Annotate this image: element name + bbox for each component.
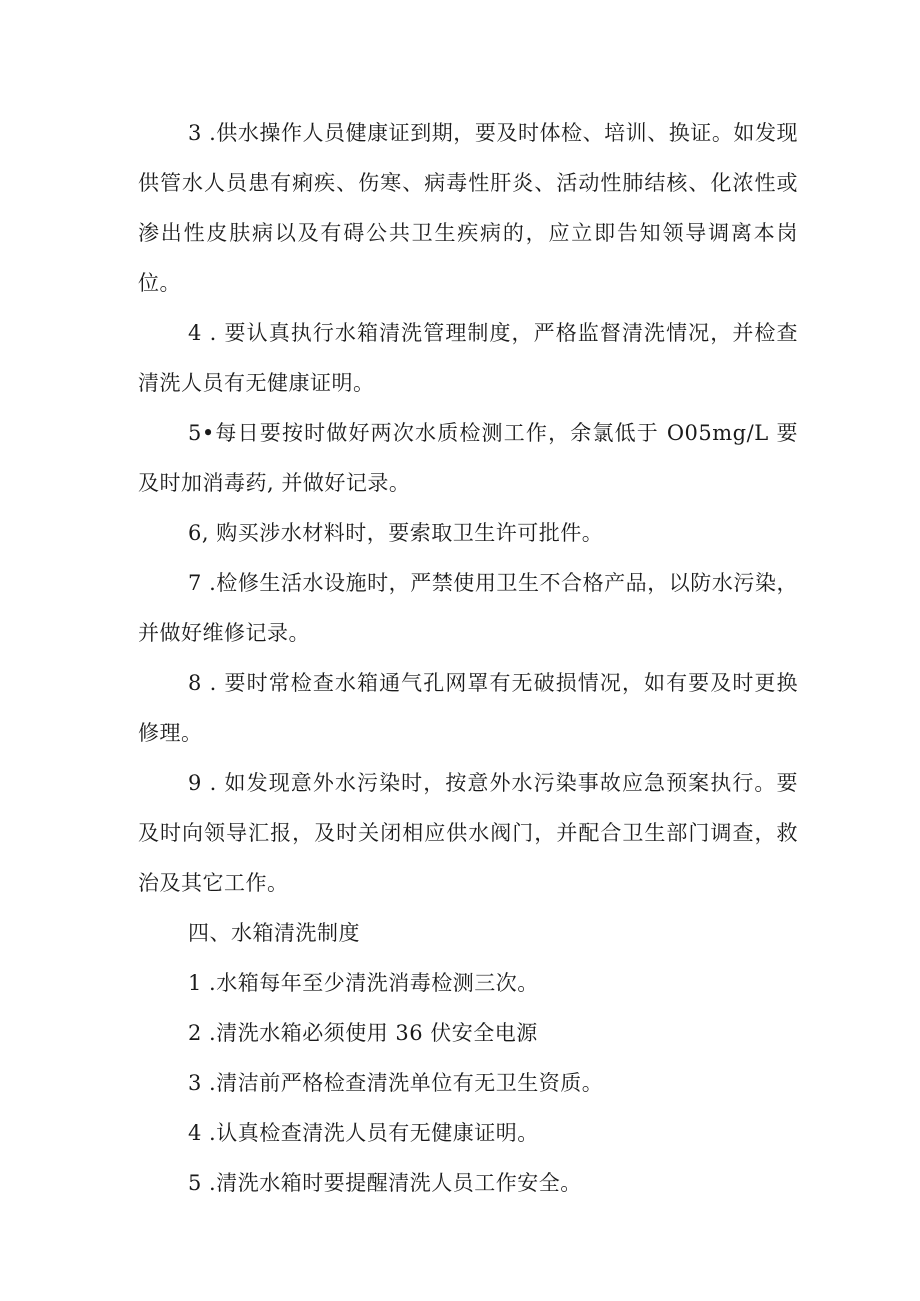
section-item-5: 5 .清洗水箱时要提醒清洗人员工作安全。 [188, 1171, 582, 1195]
paragraph-item-4: 4 . 要认真执行水箱清洗管理制度，严格监督清洗情况，并检查清洗人员有无健康证明。 [138, 321, 798, 395]
document-body [138, 108, 798, 1208]
section-item-1: 1 .水箱每年至少清洗消毒检测三次。 [188, 971, 539, 995]
section-item-4: 4 .认真检查清洗人员有无健康证明。 [188, 1121, 539, 1145]
paragraph-item-7: 7 .检修生活水设施时，严禁使用卫生不合格产品，以防水污染，并做好维修记录。 [138, 571, 798, 645]
paragraph-item-6: 6, 购买涉水材料时，要索取卫生许可批件。 [188, 521, 604, 545]
section-item-2: 2 .清洗水箱必须使用 36 伏安全电源 [188, 1021, 538, 1045]
section-item-3: 3 .清洁前严格检查清洗单位有无卫生资质。 [188, 1071, 604, 1095]
section-heading: 四、水箱清洗制度 [188, 921, 360, 945]
paragraph-item-9: 9 . 如发现意外水污染时，按意外水污染事故应急预案执行。要及时向领导汇报，及时关闭相应供水阀门，并配合卫生部门调查，救治及其它工作。 [138, 771, 798, 895]
paragraph-item-3: 3 .供水操作人员健康证到期，要及时体检、培训、换证。如发现供管水人员患有痢疾、伤寒、病毒性肝炎、活动性肺结核、化浓性或渗出性皮肤病以及有碍公共卫生疾病的，应立即告知领导调离本岗位。 [138, 121, 798, 295]
paragraph-item-5: 5•每日要按时做好两次水质检测工作，余氯低于 O05mg/L 要及时加消毒药, 并做好记录。 [138, 421, 798, 495]
paragraph-item-8: 8 . 要时常检查水箱通气孔网罩有无破损情况，如有要及时更换修理。 [138, 671, 798, 745]
